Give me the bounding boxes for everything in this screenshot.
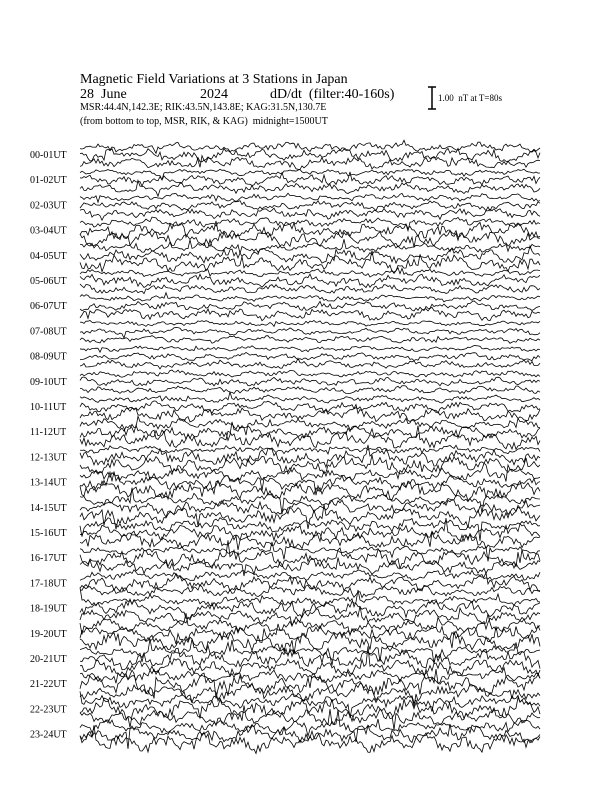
trace-KAG-12-13UT <box>80 445 540 454</box>
row-label-06-07UT: 06-07UT <box>30 301 67 313</box>
trace-KAG-22-23UT <box>80 691 540 718</box>
row-label-01-02UT: 01-02UT <box>30 175 67 187</box>
chart-year: 2024 <box>200 87 228 102</box>
trace-RIK-19-20UT <box>80 624 540 644</box>
row-label-11-12UT: 11-12UT <box>30 427 67 439</box>
trace-RIK-03-04UT <box>80 221 540 240</box>
trace-KAG-19-20UT <box>80 613 540 635</box>
trace-MSR-08-09UT <box>80 358 540 369</box>
chart-title: Magnetic Field Variations at 3 Stations in Japan <box>80 72 348 87</box>
trace-KAG-05-06UT <box>80 268 540 277</box>
chart-metric: dD/dt (filter:40-160s) <box>270 87 395 102</box>
row-label-22-23UT: 22-23UT <box>30 704 67 716</box>
trace-RIK-10-11UT <box>80 401 540 413</box>
trace-MSR-07-08UT <box>80 336 540 344</box>
row-label-14-15UT: 14-15UT <box>30 502 67 514</box>
trace-KAG-08-09UT <box>80 346 540 353</box>
trace-RIK-06-07UT <box>80 301 540 311</box>
trace-RIK-20-21UT <box>80 648 540 670</box>
station-coordinates: MSR:44.4N,142.3E; RIK:43.5N,143.8E; KAG:31.5N,130.7E <box>80 102 327 113</box>
trace-KAG-01-02UT <box>80 169 540 180</box>
scale-label: 1.00 nT at T=80s <box>438 93 502 103</box>
trace-RIK-02-03UT <box>80 201 540 211</box>
row-label-21-22UT: 21-22UT <box>30 679 67 691</box>
row-label-03-04UT: 03-04UT <box>30 225 67 237</box>
trace-order-note: (from bottom to top, MSR, RIK, & KAG) midnight=1500UT <box>80 116 328 127</box>
row-label-07-08UT: 07-08UT <box>30 326 67 338</box>
trace-KAG-09-10UT <box>80 370 540 377</box>
row-label-00-01UT: 00-01UT <box>30 150 67 161</box>
trace-KAG-06-07UT <box>80 293 540 302</box>
row-label-23-24UT: 23-24UT <box>30 729 67 741</box>
row-label-08-09UT: 08-09UT <box>30 351 67 363</box>
trace-KAG-07-08UT <box>80 321 540 327</box>
chart-date: 28 June <box>80 87 127 102</box>
trace-KAG-17-18UT <box>80 570 540 581</box>
row-label-20-21UT: 20-21UT <box>30 654 67 665</box>
trace-RIK-09-10UT <box>80 377 540 386</box>
trace-MSR-09-10UT <box>80 386 540 394</box>
trace-KAG-14-15UT <box>80 488 540 515</box>
trace-MSR-01-02UT <box>80 180 540 196</box>
trace-MSR-14-15UT <box>80 504 540 529</box>
trace-KAG-04-05UT <box>80 239 540 253</box>
trace-MSR-02-03UT <box>80 208 540 220</box>
row-label-09-10UT: 09-10UT <box>30 376 67 388</box>
trace-KAG-00-01UT <box>80 140 540 153</box>
row-label-04-05UT: 04-05UT <box>30 250 67 262</box>
row-label-16-17UT: 16-17UT <box>30 553 67 565</box>
trace-MSR-16-17UT <box>80 558 540 576</box>
trace-MSR-06-07UT <box>80 307 540 320</box>
row-label-18-19UT: 18-19UT <box>30 603 67 615</box>
trace-MSR-00-01UT <box>80 157 540 170</box>
row-label-12-13UT: 12-13UT <box>30 452 67 464</box>
row-label-13-14UT: 13-14UT <box>30 477 67 489</box>
trace-KAG-03-04UT <box>80 217 540 231</box>
trace-MSR-17-18UT <box>80 585 540 598</box>
row-label-19-20UT: 19-20UT <box>30 628 67 640</box>
trace-RIK-05-06UT <box>80 274 540 288</box>
trace-RIK-08-09UT <box>80 353 540 361</box>
row-label-02-03UT: 02-03UT <box>30 200 67 212</box>
row-label-15-16UT: 15-16UT <box>30 528 67 539</box>
row-label-17-18UT: 17-18UT <box>30 578 67 590</box>
trace-MSR-05-06UT <box>80 284 540 294</box>
trace-KAG-21-22UT <box>80 668 540 684</box>
trace-MSR-22-23UT <box>80 706 540 731</box>
trace-KAG-02-03UT <box>80 193 540 202</box>
trace-KAG-11-12UT <box>80 416 540 435</box>
trace-KAG-18-19UT <box>80 588 540 607</box>
trace-MSR-19-20UT <box>80 629 540 655</box>
row-label-10-11UT: 10-11UT <box>30 402 67 413</box>
row-label-05-06UT: 05-06UT <box>30 276 67 287</box>
trace-KAG-10-11UT <box>80 392 540 403</box>
